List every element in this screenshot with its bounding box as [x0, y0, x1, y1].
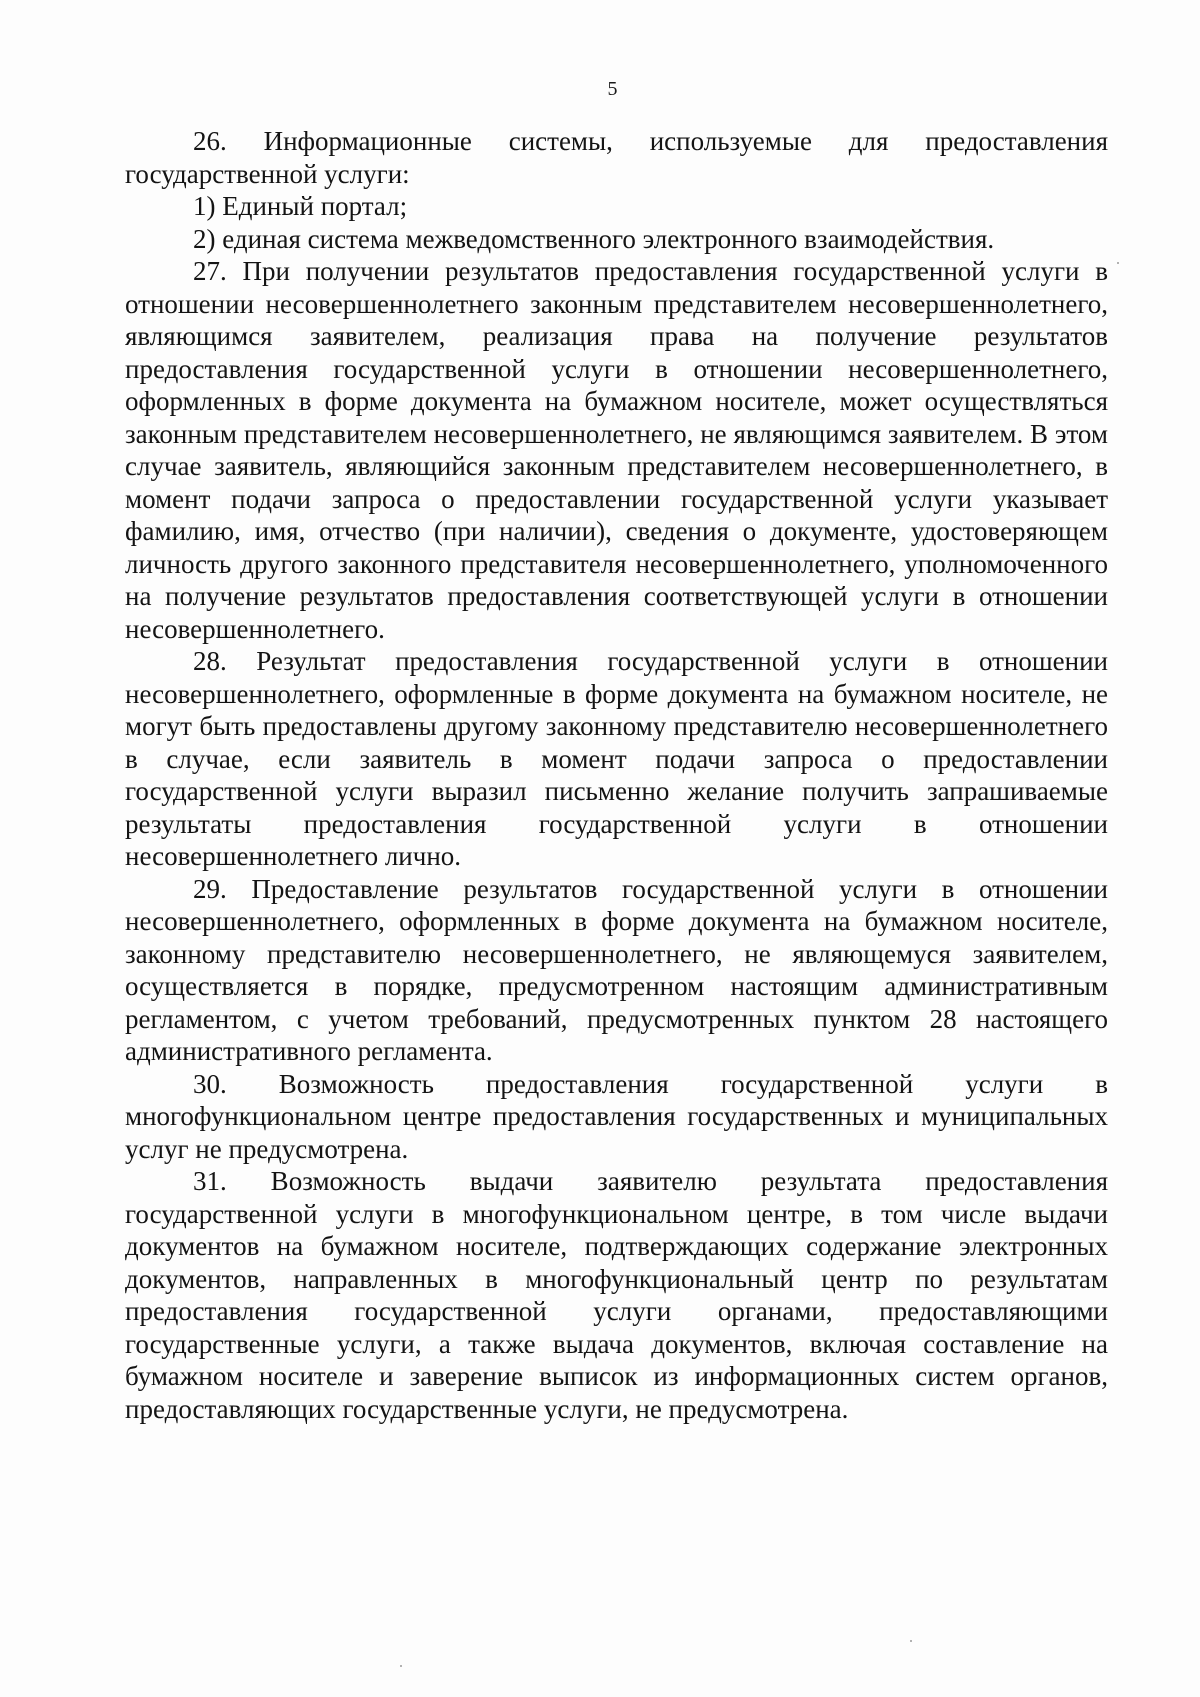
list-item-1: 1) Единый портал;: [193, 191, 408, 221]
scan-speck: [1117, 262, 1119, 264]
paragraph-29: 29. Предоставление результатов государственной услуги в отношении несовершеннолетнего, оформленных в форме документа на бумажном носителе, законному представителю несовершеннолетнего, не являющемуся заявителем, осуществляется в порядке, предусмотренном настоящим административным регламентом, с учетом требований, предусмотренных пунктом 28 настоящего административного регламента.: [125, 873, 1108, 1066]
paragraph-26: 26. Информационные системы, используемые для предоставления государственной услуги:: [125, 126, 1108, 189]
document-body: [125, 125, 1108, 1425]
page-number: 5: [607, 78, 618, 100]
paragraph-27: 27. При получении результатов предоставления государственной услуги в отношении несовершеннолетнего законным представителем несовершеннолетнего, являющимся заявителем, реализация права на получение результатов предоставления государственной услуги в отношении несовершеннолетнего, оформленных в форме документа на бумажном носителе, может осуществляться законным представителем несовершеннолетнего, не являющимся заявителем. В этом случае заявитель, являющийся законным представителем несовершеннолетнего, в момент подачи запроса о предоставлении государственной услуги указывает фамилию, имя, отчество (при наличии), сведения о документе, удостоверяющем личность другого законного представителя несовершеннолетнего, уполномоченного на получение результатов предоставления соответствующей услуги в отношении несовершеннолетнего.: [125, 256, 1108, 644]
paragraph-28: 28. Результат предоставления государственной услуги в отношении несовершеннолетнего, оформленные в форме документа на бумажном носителе, не могут быть предоставлены другому законному представителю несовершеннолетнего в случае, если заявитель в момент подачи запроса о предоставлении государственной услуги выразил письменно желание получить запрашиваемые результаты предоставления государственной услуги в отношении несовершеннолетнего лично.: [125, 646, 1108, 871]
scan-speck: [910, 1640, 912, 1642]
paragraph-30: 30. Возможность предоставления государственной услуги в многофункциональном центре предоставления государственных и муниципальных услуг не предусмотрена.: [125, 1068, 1108, 1164]
list-item-2: 2) единая система межведомственного электронного взаимодействия.: [193, 223, 995, 254]
paragraph-31: 31. Возможность выдачи заявителю результата предоставления государственной услуги в многофункциональном центре, в том числе выдачи документов на бумажном носителе, подтверждающих содержание электронных документов, направленных в многофункциональный центр по результатам предоставления государственной услуги органами, предоставляющими государственные услуги, а также выдача документов, включая составление на бумажном носителе и заверение выписок из информационных систем органов, предоставляющих государственные услуги, не предусмотрена.: [125, 1166, 1108, 1424]
scan-speck: [400, 1665, 402, 1667]
